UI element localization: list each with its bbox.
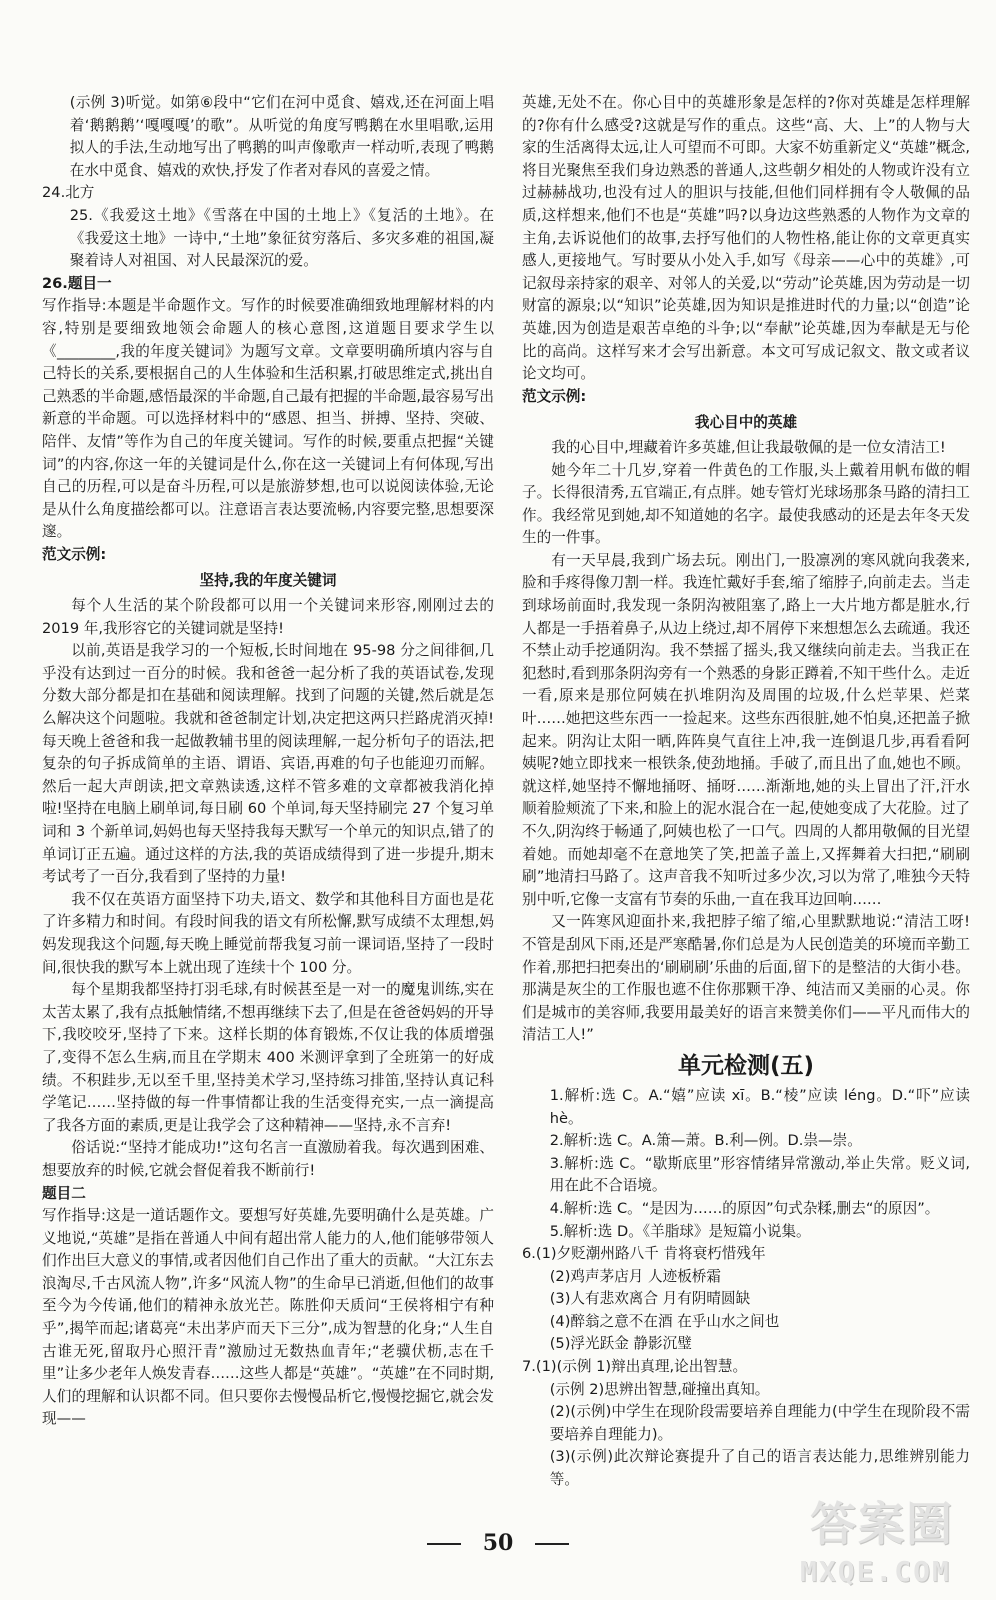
writing-guide-2-cont: 英雄,无处不在。你心目中的英雄形象是怎样的?你对英雄是怎样理解的?你有什么感受?这就是写作的重点。这些“高、大、上”的人物与大家的生活离得太远,让人可望而不可即。大家不妨重新定义“英雄”概念,将目光聚焦至我们身边熟悉的普通人,这些朝夕相处的人物或许没有立过赫赫战功,也没有过人的胆识与技能,但他们同样拥有令人敬佩的品质,这样想来,他们不也是“英雄”吗?以身边这些熟悉的人物作为文章的主角,去诉说他们的故事,去抒写他们的人物性格,能让你的文章更真实感人,更接地气。写时要从小处入手,如写《母亲——心中的英雄》,可记叙母亲持家的艰辛、对邻人的关爱,以“劳动”论英雄,因为劳动是一切财富的源泉;以“知识”论英雄,因为知识是推进时代的力量;以“创造”论英雄,因为创造是艰苦卓绝的斗争;以“奉献”论英雄,因为奉献是无与伦比的高尚。这样写来才会写出新意。本文可写成记叙文、散文或者议论文均可。 [522,94,970,383]
unit-answer-3: 3.解析:选 C。“歇斯底里”形容情绪异常激动,举止失常。贬义词,用在此不合语境。 [549,1154,970,1195]
essay-title-1: 坚持,我的年度关键词 [199,572,337,590]
essay2-para-2: 她今年二十几岁,穿着一件黄色的工作服,头上戴着用帆布做的帽子。长得很清秀,五官端正,有点胖。她专管灯光球场那条马路的清扫工作。我经常见到她,却不知道她的名字。最使我感动的还是去年冬天发生的一件事。 [522,461,970,547]
unit-answer-7-1: 7.(1)(示例 1)辩出真理,论出智慧。 [522,1358,748,1376]
essay2-para-4: 又一阵寒风迎面扑来,我把脖子缩了缩,心里默默地说:“清洁工呀!不管是刮风下雨,还是严寒酷暑,你们总是为人民创造美的环境而辛勤工作着,那把扫把奏出的‘刷刷刷’乐曲的后面,留下的是整洁的大街小巷。那满是灰尘的工作服也遮不住你那颗干净、纯洁而又美丽的心灵。你们是城市的美容师,我要用最美好的语言来赞美你们——平凡而伟大的清洁工人!” [522,913,970,1044]
essay1-para-4: 每个星期我都坚持打羽毛球,有时候甚至是一对一的魔鬼训练,实在太苦太累了,我有点抵触情绪,不想再继续下去了,但是在爸爸妈妈的开导下,我咬咬牙,坚持了下来。这样长期的体育锻炼,不仅让我的体质增强了,变得不怎么生病,而且在学期末 400 米测评拿到了全班第一的好成绩。不积跬步,无以至千里,坚持美术学习,坚持练习排笛,坚持认真记科学笔记……坚持做的每一件事情都让我的生活变得充实,一点一滴提高了我各方面的素质,更是让我学会了这种精神——坚持,永不言弃! [42,981,494,1134]
answer-23-example-3: (示例 3)听觉。如第⑥段中“它们在河中觅食、嬉戏,还在河面上唱着‘鹅鹅鹅’‘嘎嘎嘎’的歌”。从听觉的角度写鸭鹅在水里唱歌,运用拟人的手法,生动地写出了鸭鹅的叫声像歌声一样动听,表现了鸭鹅在水中觅食、嬉戏的欢快,抒发了作者对春风的喜爱之情。 [69,94,494,179]
essay1-para-3: 我不仅在英语方面坚持下功夫,语文、数学和其他科目方面也是花了许多精力和时间。有段时间我的语文有所松懈,默写成绩不太理想,妈妈发现我这个问题,每天晚上睡觉前帮我复习前一课词语,坚持了一段时间,很快我的默写本上就出现了连续十个 100 分。 [42,890,494,976]
unit-answer-4: 4.解析:选 C。“是因为……的原因”句式杂糅,删去“的原因”。 [549,1199,940,1217]
page-number: 50 [482,1530,514,1556]
writing-guide-2: 写作指导:这是一道话题作文。要想写好英雄,先要明确什么是英雄。广义地说,“英雄”是指在普通人中间有超出常人能力的人,他们能够带领人们作出巨大意义的事情,或者因他们自己作出了重大的贡献。“大江东去浪淘尽,千古风流人物”,许多“风流人物”的生命早已消逝,但他们的故事至今为今传诵,他们的精神永放光芒。陈胜仰天质问“王侯将相宁有种乎”,揭竿而起;诸葛亮“未出茅庐而天下三分”,成为智慧的化身;“人生自古谁无死,留取丹心照汗青”激励过无数热血青年;“老骥伏枥,志在千里”让多少老年人焕发青春……这些人都是“英雄”。“英雄”在不同时期,人们的理解和认识都不同。但只要你去慢慢品析它,慢慢挖掘它,就会发现—— [42,1207,494,1428]
answer-25: 25.《我爱这土地》《雪落在中国的土地上》《复活的土地》。在《我爱这土地》一诗中,“土地”象征贫穷落后、多灾多难的祖国,凝聚着诗人对祖国、对人民最深沉的爱。 [69,206,494,270]
essay1-para-2: 以前,英语是我学习的一个短板,长时间地在 95-98 分之间徘徊,几乎没有达到过一百分的时候。我和爸爸一起分析了我的英语试卷,发现分数大部分都是扣在基础和阅读理解。找到了问题的关键,然后就是怎么解决这个问题啦。我就和爸爸制定计划,决定把这两只拦路虎消灭掉!每天晚上爸爸和我一起做教辅书里的阅读理解,一起分析句子的语法,把复杂的句子拆成简单的主语、谓语、宾语,再难的句子也能迎刃而解。然后一起大声朗读,把文章熟读透,这样不管多难的文章都被我消化掉啦!坚持在电脑上刷单词,每日刷 60 个单词,每天坚持刷完 27 个复习单词和 3 个新单词,妈妈也每天坚持我每天默写一个单元的知识点,错了的单词订正五遍。通过这样的方法,我的英语成绩得到了进一步提升,期末考试考了一百分,我看到了坚持的力量! [42,642,494,886]
watermark-url: MXQE.COM [800,1555,951,1588]
sample-label-2: 范文示例: [522,387,587,405]
unit-test-heading: 单元检测(五) [677,1052,815,1079]
unit-answer-5: 5.解析:选 D。《羊脂球》是短篇小说集。 [549,1222,811,1240]
footer-dash-left [427,1543,461,1545]
writing-guide-1: 写作指导:本题是半命题作文。写作的时候要准确细致地理解材料的内容,特别是要细致地领会命题人的核心意图,这道题目要求学生以《________,我的年度关键词》为题写文章。文章要明确所填内容与自己特长的关系,要根据自己的人生体验和生活积累,打破思维定式,挑出自己熟悉的半命题,感悟最深的半命题,自己最有把握的半命题,最容易写出新意的半命题。可以选择材料中的“感恩、担当、拼搏、坚持、突破、陪伴、友情”等作为自己的年度关键词。写作的时候,要重点把握“关键词”的内容,你这一年的关键词是什么,你在这一关键词上有何体现,写出自己的历程,可以是奋斗历程,可以是旅游梦想,也可以说阅读体验,无论是从什么角度描绘都可以。注意语言表达要流畅,内容要完整,思想要深邃。 [42,297,494,541]
topic-2-title: 题目二 [42,1184,86,1202]
essay1-para-1: 每个人生活的某个阶段都可以用一个关键词来形容,刚刚过去的 2019 年,我形容它的关键词就是坚持! [42,597,494,637]
essay2-para-3: 有一天早晨,我到广场去玩。刚出门,一股凛冽的寒风就向我袭来,脸和手疼得像刀割一样。我连忙戴好手套,缩了缩脖子,向前走去。当走到球场前面时,我发现一条阴沟被阻塞了,路上一大片地方都是脏水,行人都是一手捂着鼻子,从边上绕过,却不屑停下来想想怎么去疏通。我还不禁止动手挖通阴沟。我不禁摇了摇头,我又继续向前走去。当我正在犯愁时,看到那条阴沟旁有一个熟悉的身影正蹲着,不知干些什么。走近一看,原来是那位阿姨在扒堆阴沟及周围的垃圾,什么烂苹果、烂菜叶……她把这些东西一一捡起来。这些东西很脏,她不怕臭,还把盖子掀起来。阴沟让太阳一晒,阵阵臭气直往上冲,我一连倒退几步,再看看阿姨呢?她立即找来一根铁条,使劲地捅。手破了,而且出了血,她也不顾。就这样,她坚持不懈地捅呀、捅呀……渐渐地,她的头上冒出了汗,汗水顺着脸颊流了下来,和脸上的泥水混合在一起,使她变成了大花脸。过了不久,阴沟终于畅通了,阿姨也松了一口气。四周的人都用敬佩的目光望着她。而她却毫不在意地笑了笑,把盖子盖上,又挥舞着大扫把,“刷刷刷”地清扫马路了。这声音我不知听过多少次,习以为常了,唯独今天特别中听,它像一支富有节奏的乐曲,一直在我耳边回响…… [522,551,970,908]
watermark-text: 答案圈 [810,1497,954,1551]
essay1-para-5: 俗话说:“坚持才能成功!”这句名言一直激励着我。每次遇到困难、想要放弃的时候,它就会督促着我不断前行! [42,1139,494,1179]
unit-answer-7-2: (2)(示例)中学生在现阶段需要培养自理能力(中学生在现阶段不需要培养自理能力)。 [549,1403,970,1443]
unit-answer-2: 2.解析:选 C。A.箫—萧。B.利—例。D.祟—崇。 [549,1132,862,1150]
sample-label-1: 范文示例: [42,545,107,563]
watermark-logo [792,1482,982,1592]
unit-answer-1: 1.解析:选 C。A.“嬉”应读 xī。B.“棱”应读 léng。D.“吓”应读 hè。 [549,1086,970,1127]
unit-answer-6-2: (2)鸡声茅店月 人迹板桥霜 [549,1267,721,1285]
unit-answer-6-1: 6.(1)夕贬潮州路八千 肯将衰朽惜残年 [522,1245,766,1263]
answer-26-title: 26.题目一 [42,274,112,292]
footer-dash-right [535,1543,569,1545]
unit-answer-6-5: (5)浮光跃金 静影沉璧 [549,1335,692,1353]
unit-answer-7-1b: (示例 2)思辨出智慧,碰撞出真知。 [549,1380,770,1398]
unit-answer-7-3: (3)(示例)此次辩论赛提升了自己的语言表达能力,思维辨别能力等。 [549,1448,970,1489]
unit-answer-6-3: (3)人有悲欢离合 月有阴晴圆缺 [549,1290,751,1308]
answer-24: 24.北方 [42,184,95,202]
essay-title-2: 我心目中的英雄 [694,414,798,432]
essay2-para-1: 我的心目中,埋藏着许多英雄,但让我最敬佩的是一位女清洁工! [551,438,946,456]
left-column [42,92,494,1431]
unit-answer-6-4: (4)醉翁之意不在酒 在乎山水之间也 [549,1312,780,1330]
right-column [522,92,970,1492]
